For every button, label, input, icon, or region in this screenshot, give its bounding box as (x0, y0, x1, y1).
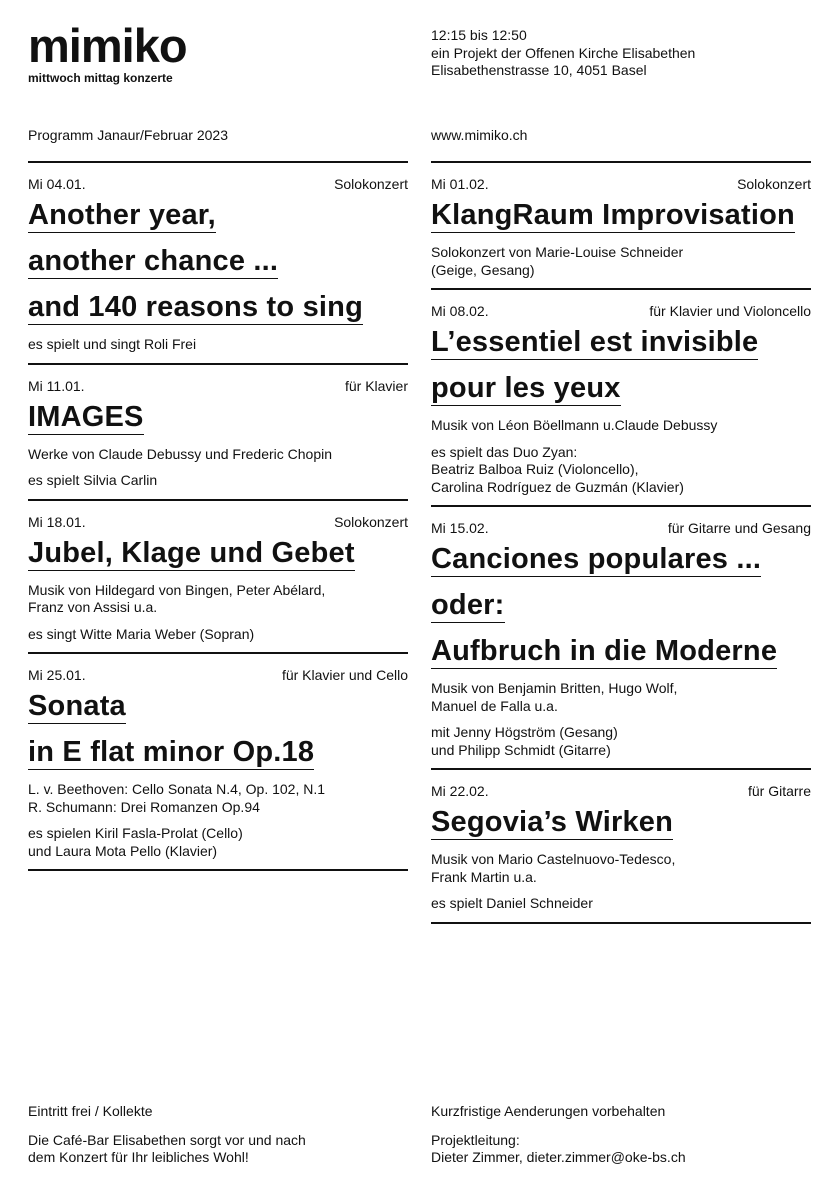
event-meta (431, 783, 811, 799)
event-title-line: in E flat minor Op.18 (28, 736, 315, 768)
event-detail-line: es spielt und singt Roli Frei (28, 336, 197, 352)
event-type: für Klavier (344, 377, 408, 394)
event-detail-line: Musik von Mario Castelnuovo-Tedesco, (431, 851, 676, 867)
event-detail-line: Solokonzert von Marie-Louise Schneider (431, 244, 684, 260)
event-type: Solokonzert (334, 176, 408, 192)
left-column (28, 161, 408, 871)
event-detail (28, 582, 408, 617)
event-detail (431, 417, 811, 435)
event-title (28, 400, 408, 446)
event-date: Mi 22.02. (431, 783, 489, 799)
event-detail-line: Musik von Léon Böellmann u.Claude Debussy (431, 417, 718, 433)
event-type: für Klavier und Cello (281, 667, 408, 683)
event-detail (28, 472, 408, 490)
event-title (431, 198, 811, 244)
event-meta (431, 303, 811, 319)
event-title-line: another chance ... (28, 245, 279, 277)
event-type: Solokonzert (737, 176, 811, 192)
event-detail (28, 446, 408, 464)
project-lead-label: Projektleitung: (431, 1131, 520, 1148)
event-detail (431, 444, 811, 497)
event-title-line: Another year, (28, 199, 216, 231)
event-detail-line: es spielen Kiril Fasla-Prolat (Cello) (28, 825, 243, 841)
right-column (431, 161, 811, 924)
event-date: Mi 04.01. (28, 176, 86, 192)
footer-right (431, 1103, 686, 1167)
event-detail-line: und Laura Mota Pello (Klavier) (28, 842, 218, 859)
event-title (28, 198, 408, 336)
event-date: Mi 11.01. (28, 377, 85, 394)
event-detail-line: Musik von Benjamin Britten, Hugo Wolf, (431, 680, 678, 696)
event-meta (28, 667, 408, 683)
event-detail (431, 895, 811, 913)
event-detail-line: Werke von Claude Debussy und Frederic Chopin (28, 445, 333, 462)
event-title (431, 805, 811, 851)
event-detail-line: es spielt Daniel Schneider (431, 895, 593, 911)
changes-note: Kurzfristige Aenderungen vorbehalten (431, 1103, 666, 1119)
event-date: Mi 15.02. (431, 520, 489, 536)
event-detail-line: Beatriz Balboa Ruiz (Violoncello), (431, 461, 639, 477)
event-detail (431, 244, 811, 279)
event-detail-line: und Philipp Schmidt (Gitarre) (431, 741, 611, 758)
event-entry (28, 652, 408, 860)
event-detail (431, 680, 811, 715)
event-date: Mi 01.02. (431, 176, 489, 192)
event-detail-line: R. Schumann: Drei Romanzen Op.94 (28, 798, 260, 815)
event-type: für Klavier und Violoncello (649, 303, 811, 319)
concert-time: 12:15 bis 12:50 (431, 27, 527, 43)
event-detail-line: es spielt das Duo Zyan: (431, 443, 578, 460)
event-meta (431, 176, 811, 192)
address: Elisabethenstrasse 10, 4051 Basel (431, 62, 647, 78)
cafe-line-2: dem Konzert für Ihr leibliches Wohl! (28, 1149, 249, 1165)
event-entry (431, 768, 811, 913)
event-detail (28, 781, 408, 816)
event-detail-line: mit Jenny Högström (Gesang) (431, 724, 618, 740)
column-end-rule (28, 869, 408, 871)
event-title (28, 536, 408, 582)
header-info (431, 27, 695, 80)
event-detail (28, 336, 408, 354)
event-meta (28, 176, 408, 192)
event-detail-line: Carolina Rodríguez de Guzmán (Klavier) (431, 478, 684, 495)
event-detail-line: Manuel de Falla u.a. (431, 697, 558, 714)
event-detail-line: Franz von Assisi u.a. (28, 599, 158, 615)
event-date: Mi 08.02. (431, 303, 489, 319)
event-title-line: Canciones populares ... (431, 543, 762, 575)
column-end-rule (431, 922, 811, 924)
project-lead-contact[interactable]: Dieter Zimmer, dieter.zimmer@oke-bs.ch (431, 1149, 686, 1165)
event-title (431, 542, 811, 680)
event-title-line: Jubel, Klage und Gebet (28, 536, 355, 569)
entry-note: Eintritt frei / Kollekte (28, 1103, 153, 1119)
event-detail-line: Musik von Hildegard von Bingen, Peter Abélard, (28, 581, 326, 598)
event-title-line: IMAGES (28, 400, 144, 433)
program-title: Programm Janaur/Februar 2023 (28, 127, 228, 143)
event-title-line: Aufbruch in die Moderne (431, 635, 778, 667)
event-title-line: pour les yeux (431, 372, 621, 404)
event-date: Mi 25.01. (28, 667, 86, 683)
footer-left (28, 1103, 306, 1167)
event-title-line: and 140 reasons to sing (28, 291, 363, 323)
event-title (431, 325, 811, 417)
logo (28, 19, 187, 85)
event-detail-line: Frank Martin u.a. (431, 868, 537, 885)
logo-subtitle: mittwoch mittag konzerte (28, 71, 173, 85)
event-entry (28, 161, 408, 354)
event-meta (28, 378, 408, 394)
website-link[interactable]: www.mimiko.ch (431, 127, 528, 143)
event-detail (28, 825, 408, 860)
project-line: ein Projekt der Offenen Kirche Elisabethen (431, 44, 696, 61)
event-detail-line: L. v. Beethoven: Cello Sonata N.4, Op. 102, N.1 (28, 781, 326, 797)
event-meta (431, 520, 811, 536)
cafe-line-1: Die Café-Bar Elisabethen sorgt vor und nach (28, 1131, 306, 1148)
event-date: Mi 18.01. (28, 513, 86, 530)
event-entry (431, 288, 811, 496)
logo-wordmark: mimiko (28, 19, 187, 72)
event-title-line: KlangRaum Improvisation (431, 199, 795, 231)
event-detail (431, 851, 811, 886)
event-entry (431, 505, 811, 759)
event-title-line: Segovia’s Wirken (431, 806, 674, 838)
event-detail (431, 724, 811, 759)
event-entry (28, 499, 408, 644)
event-detail-line: (Geige, Gesang) (431, 261, 535, 278)
event-title-line: oder: (431, 589, 505, 621)
event-title-line: Sonata (28, 690, 126, 722)
event-type: für Gitarre und Gesang (667, 520, 811, 536)
event-detail-line: es spielt Silvia Carlin (28, 472, 158, 488)
event-type: Solokonzert (334, 513, 408, 530)
event-detail-line: es singt Witte Maria Weber (Sopran) (28, 625, 255, 642)
event-entry (28, 363, 408, 490)
event-meta (28, 514, 408, 530)
event-detail (28, 626, 408, 644)
event-type: für Gitarre (747, 783, 811, 799)
event-title (28, 689, 408, 781)
event-title-line: L’essentiel est invisible (431, 326, 759, 358)
event-entry (431, 161, 811, 279)
